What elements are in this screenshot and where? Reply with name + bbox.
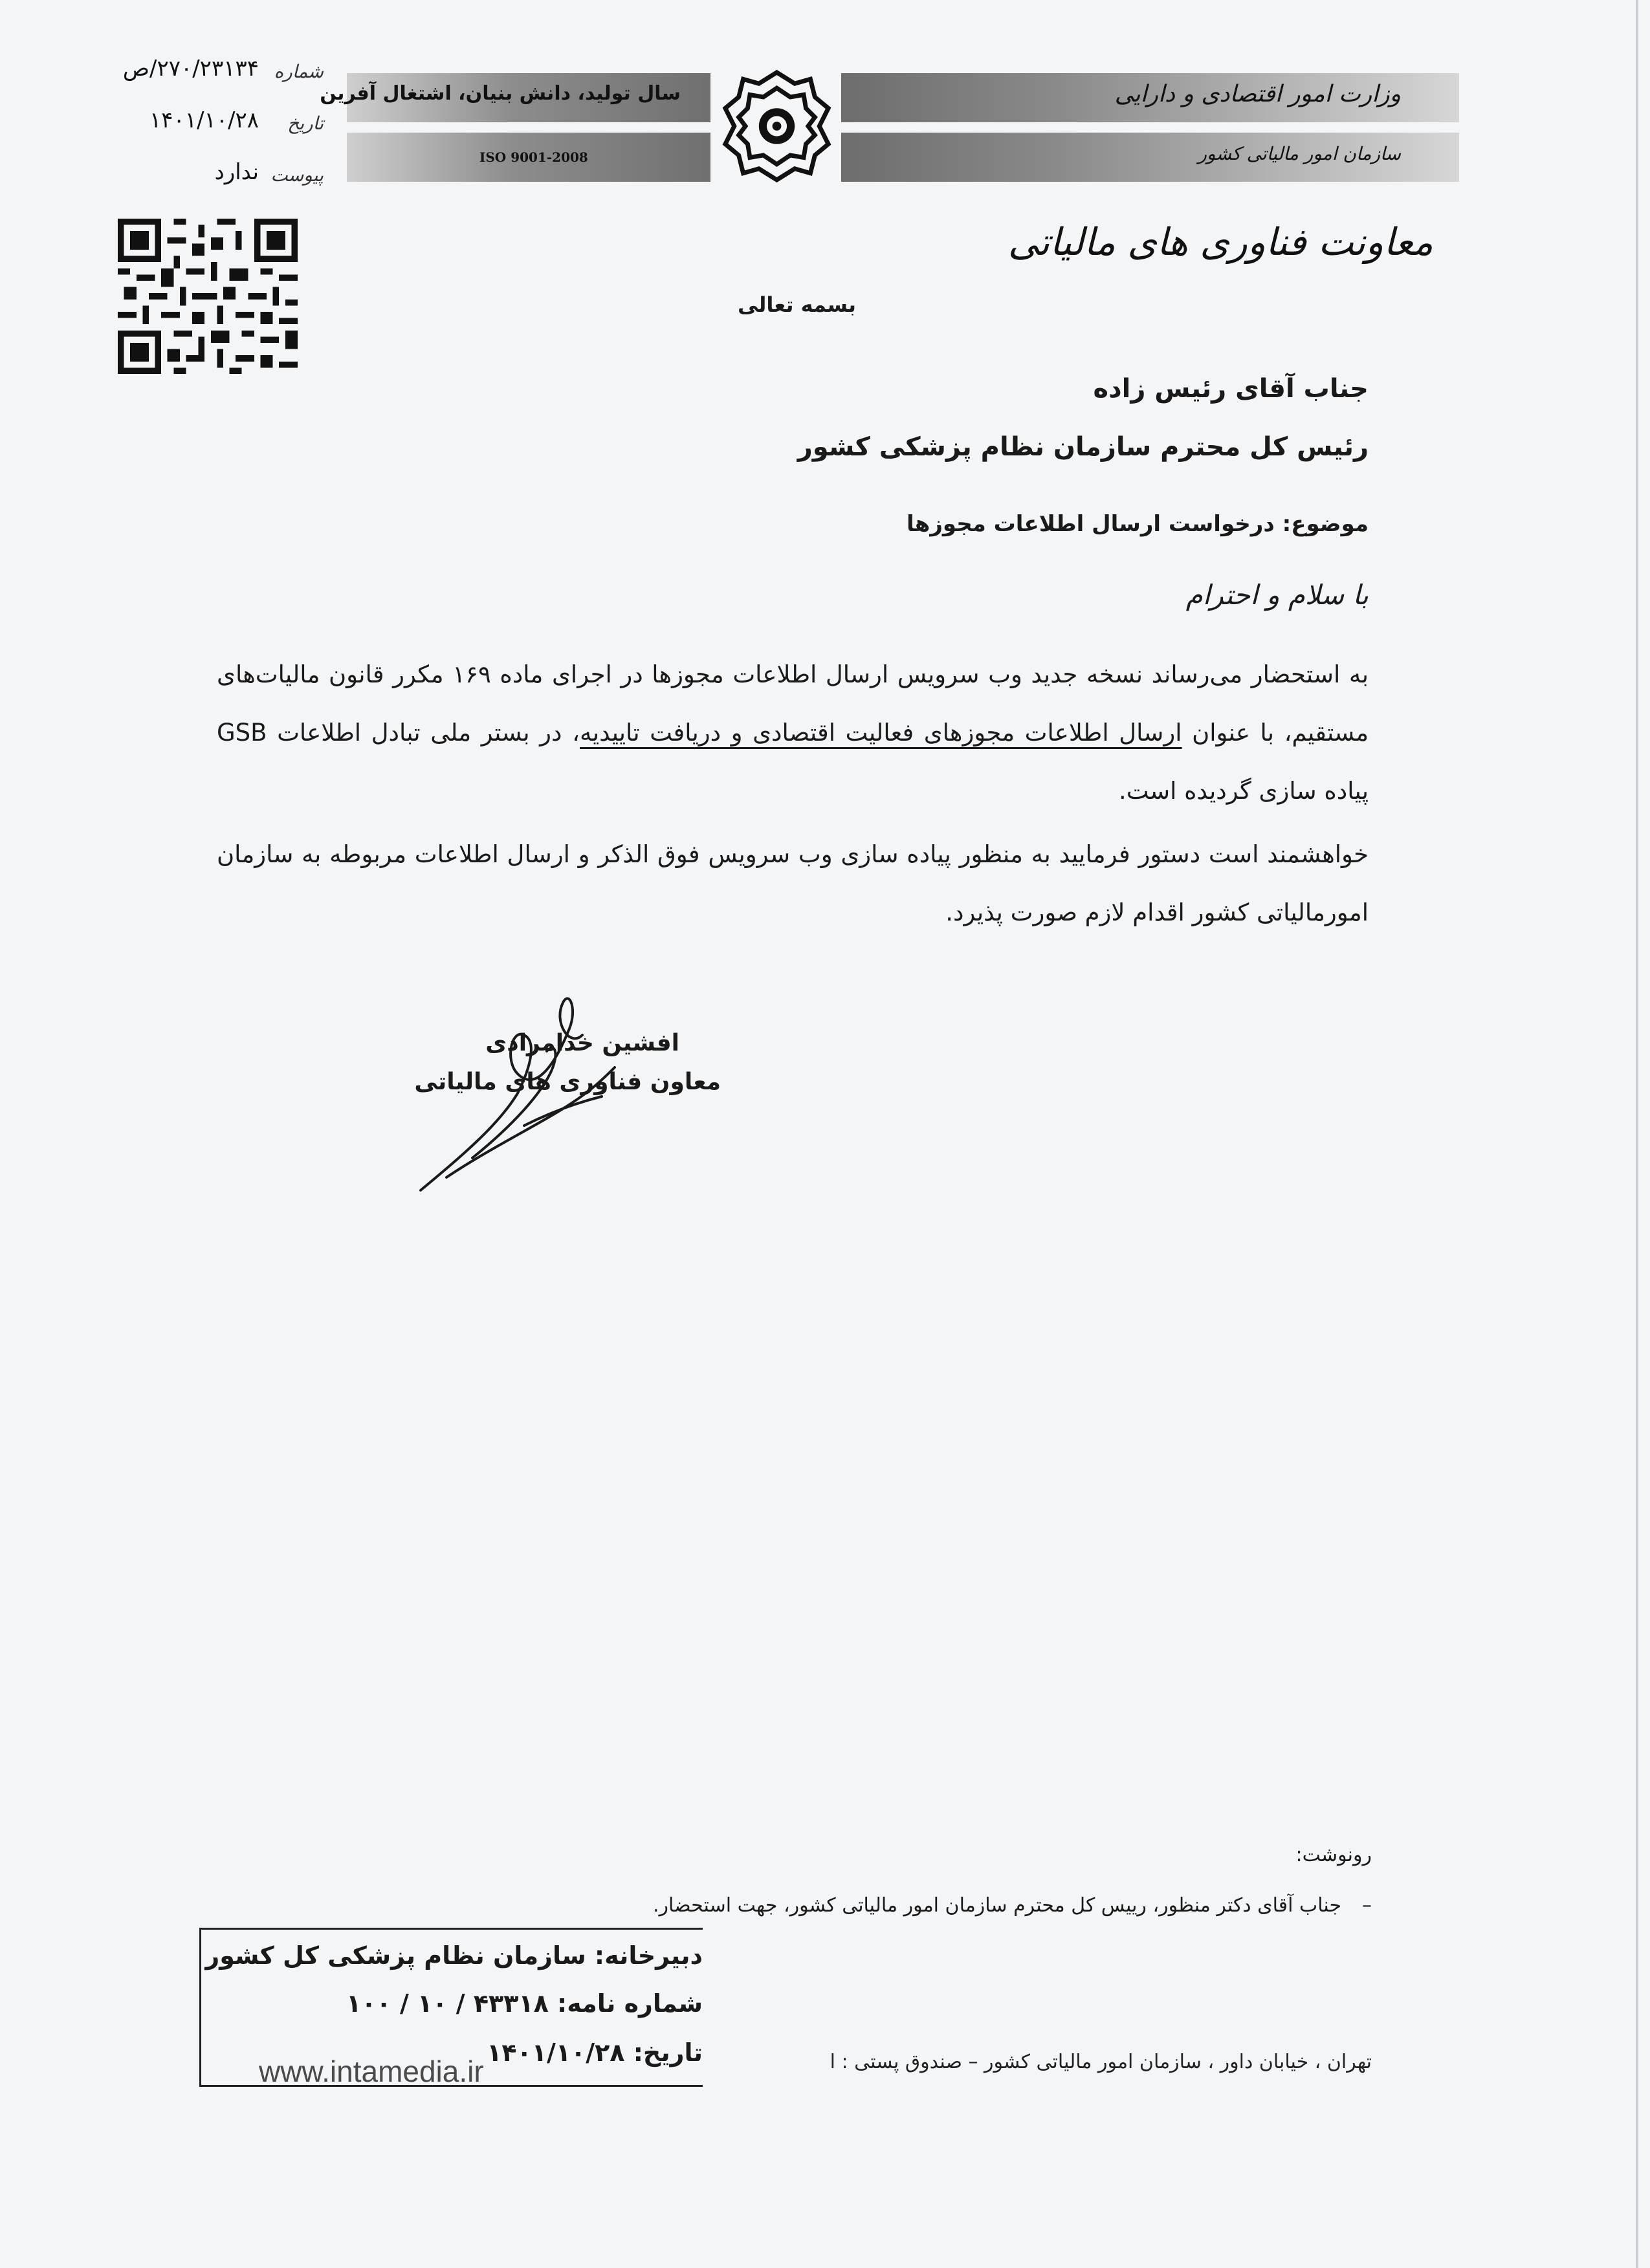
body-p1-end: ، در بستر ملی تبادل اطلاعات GSB پیاده سازی گردیده است. [217, 719, 1369, 805]
department-title: معاونت فناوری های مالیاتی [1007, 220, 1433, 264]
letter-subject: موضوع: درخواست ارسال اطلاعات مجوزها [907, 511, 1369, 537]
recipient-title: رئیس کل محترم سازمان نظام پزشکی کشور [797, 432, 1369, 462]
cc-label: رونوشت: [1295, 1844, 1372, 1866]
body-p1-start: به استحضار می‌رساند نسخه جدید وب سرویس ارسال اطلاعات مجوزها در اجرای ماده ۱۶۹ مکرر قانون مالیات‌های مستقیم، با عنوان [217, 660, 1369, 747]
body-paragraph-1 [217, 646, 1369, 820]
scan-edge-line [1636, 0, 1638, 2268]
date-label: تاریخ [287, 113, 324, 134]
cc-recipient [653, 1894, 1372, 1917]
attachment-label: پیوست [270, 164, 324, 186]
body-p1-underlined-title: ارسال اطلاعات مجوزهای فعالیت اقتصادی و دریافت تاییدیه [580, 719, 1182, 747]
stamp-date: تاریخ: ۱۴۰۱/۱۰/۲۸ [487, 2038, 703, 2067]
footer-address: تهران ، خیابان داور ، سازمان امور مالیاتی کشور – صندوق پستی : ا [830, 2051, 1372, 2073]
cc-dash: – [1362, 1894, 1372, 1917]
cc-text: جناب آقای دکتر منظور، رییس کل محترم سازمان امور مالیاتی کشور، جهت استحضار. [652, 1894, 1341, 1917]
letterhead-right-band [841, 73, 1459, 182]
ministry-name: وزارت امور اقتصادی و دارایی [1114, 81, 1401, 107]
bismillah-heading: بسمه تعالی [738, 292, 857, 317]
signer-title: معاون فناوری های مالیاتی [414, 1069, 721, 1095]
year-slogan: سال تولید، دانش بنیان، اشتغال آفرین [320, 82, 681, 105]
iso-certification: ISO 9001-2008 [479, 149, 588, 165]
tax-organization-emblem-icon [720, 68, 833, 184]
number-value: ۲۷۰/۲۳۱۳۴/ص [122, 56, 259, 82]
website-watermark: www.intamedia.ir [259, 2055, 484, 2088]
number-label: شماره [274, 61, 324, 82]
qr-code [118, 219, 298, 374]
body-paragraph-2: خواهشمند است دستور فرمایید به منظور پیاده سازی وب سرویس فوق الذکر و ارسال اطلاعات مربوطه به سازمان امورمالیاتی کشور اقدام لازم صورت پذیرد. [217, 840, 1369, 926]
organization-name: سازمان امور مالیاتی کشور [1198, 143, 1401, 164]
attachment-value: ندارد [214, 159, 259, 185]
stamp-letter-number: شماره نامه: ۴۳۳۱۸ / ۱۰ / ۱۰۰ [346, 1989, 703, 2018]
recipient-name: جناب آقای رئیس زاده [1093, 374, 1369, 404]
handwritten-greeting: با سلام و احترام [1185, 579, 1369, 611]
stamp-secretariat: دبیرخانه: سازمان نظام پزشکی کل کشور [205, 1941, 703, 1970]
meta-number-row [91, 56, 324, 107]
letter-meta [91, 56, 324, 211]
signer-name: افشین خدامرادی [485, 1030, 679, 1056]
meta-date-row [91, 107, 324, 159]
letterhead-left-band [320, 73, 710, 182]
date-value: ۱۴۰۱/۱۰/۲۸ [149, 107, 259, 133]
meta-attachment-row [91, 159, 324, 211]
